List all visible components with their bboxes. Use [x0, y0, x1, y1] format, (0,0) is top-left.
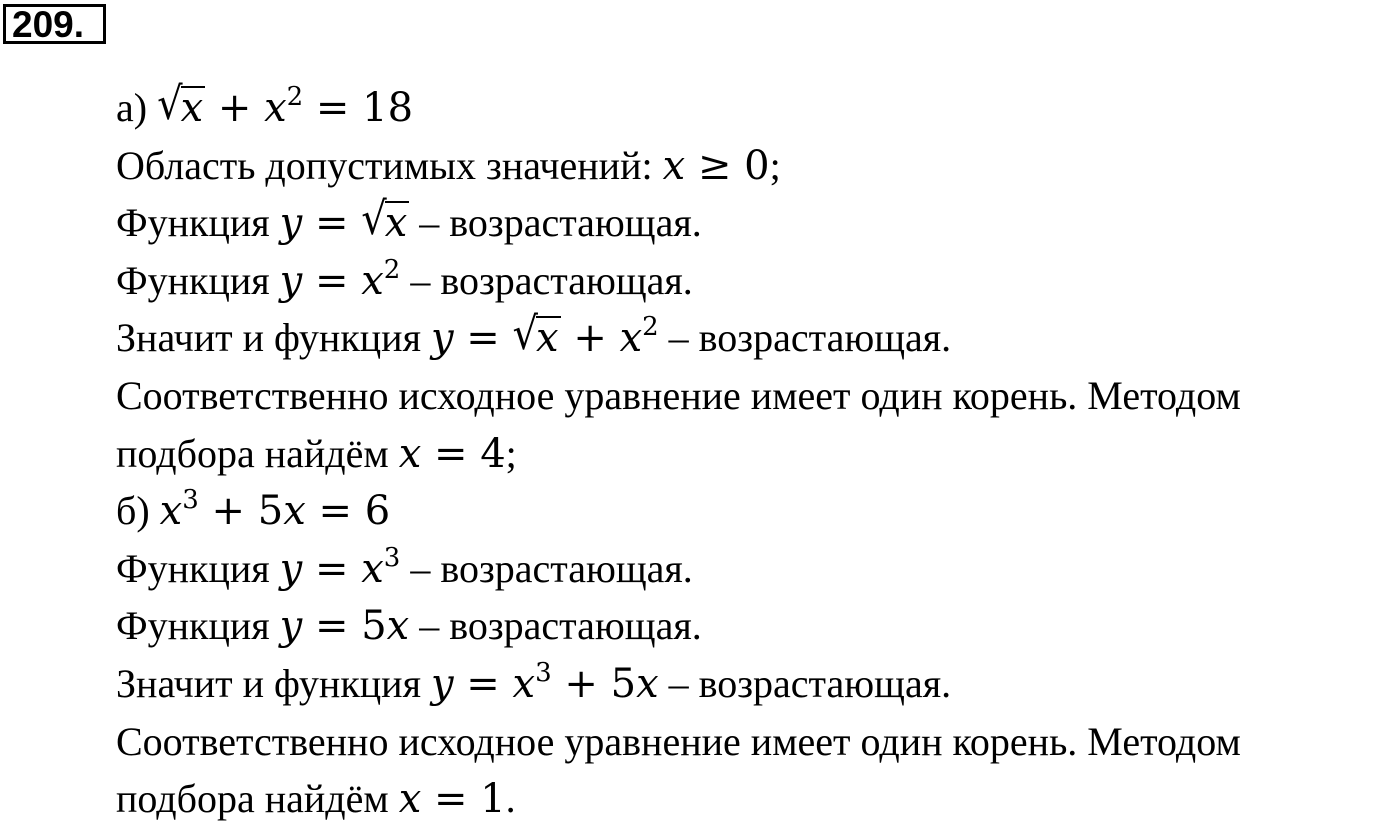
- radical-sign-icon: √: [361, 193, 387, 246]
- radical-sign-icon: √: [512, 309, 539, 361]
- math-operator: = 18: [303, 85, 414, 131]
- text-run: Функция: [116, 603, 280, 649]
- text-run: Значит и функция: [116, 660, 431, 706]
- solution-line-a-func-sum: [116, 309, 1400, 367]
- math-operator: =: [302, 200, 362, 247]
- math-variable: x: [619, 315, 643, 362]
- math-operator: +: [205, 85, 265, 131]
- math-variable: x: [398, 776, 422, 823]
- solution-line-a-conclusion-2: [116, 425, 1400, 483]
- radicand: x: [536, 315, 559, 362]
- text-run: Соответственно исходное уравнение имеет один корень. Методом: [116, 718, 1241, 764]
- problem-number-box: 209.: [3, 4, 106, 44]
- math-operator: = 6: [305, 488, 391, 535]
- math-variable: y: [279, 257, 303, 304]
- math-variable: x: [361, 545, 384, 592]
- text-run: – возрастающая.: [658, 315, 952, 361]
- exponent: 2: [286, 82, 304, 112]
- solution-line-b-func2: [116, 597, 1400, 655]
- math-variable: y: [430, 660, 454, 707]
- math-operator: +: [560, 315, 620, 362]
- math-operator: + 5: [551, 660, 637, 707]
- math-operator: + 5: [198, 488, 284, 535]
- math-variable: x: [361, 257, 384, 304]
- math-operator: =: [453, 315, 513, 362]
- math-operator: =: [302, 257, 362, 304]
- solution-line-a-header: [116, 79, 1400, 137]
- text-run: а): [116, 85, 158, 130]
- square-root-expression: [157, 80, 205, 138]
- text-run: .: [505, 776, 516, 822]
- text-run: – возрастающая.: [409, 200, 702, 246]
- text-run: Функция: [116, 257, 280, 303]
- solution-line-b-func1: [116, 540, 1400, 598]
- text-run: ;: [505, 430, 517, 476]
- text-run: ;: [769, 142, 781, 188]
- text-run: – возрастающая.: [658, 660, 952, 706]
- math-variable: x: [386, 603, 410, 650]
- radicand: x: [180, 85, 204, 131]
- exponent: 2: [642, 312, 659, 343]
- solution-line-b-conclusion-2: [116, 770, 1400, 828]
- math-operator: = 4: [421, 430, 506, 477]
- solution-text: [116, 79, 1400, 828]
- math-operator: =: [302, 545, 362, 592]
- math-variable: x: [512, 660, 536, 707]
- exponent: 2: [383, 254, 401, 285]
- math-operator: =: [453, 660, 513, 707]
- text-run: подбора найдём: [116, 776, 399, 822]
- math-operator: = 1: [421, 776, 506, 823]
- text-run: б): [116, 488, 160, 534]
- radical-sign-icon: √: [157, 78, 183, 131]
- math-variable: x: [398, 430, 422, 477]
- math-operator: ≥ 0: [685, 142, 770, 189]
- math-variable: x: [283, 488, 306, 535]
- math-variable: y: [279, 200, 303, 247]
- radicand: x: [384, 200, 408, 247]
- square-root-expression: [513, 310, 561, 368]
- text-run: Область допустимых значений:: [116, 142, 663, 188]
- math-variable: y: [430, 315, 454, 362]
- solution-line-a-func2: [116, 252, 1400, 310]
- solution-line-a-domain: [116, 137, 1400, 195]
- math-variable: x: [662, 142, 686, 189]
- solution-line-a-func1: [116, 194, 1400, 252]
- solution-line-b-func-sum: [116, 655, 1400, 713]
- text-run: подбора найдём: [116, 430, 399, 476]
- math-variable: x: [264, 85, 287, 131]
- square-root-expression: [361, 195, 409, 253]
- text-run: Значит и функция: [116, 315, 431, 361]
- math-variable: y: [279, 603, 303, 650]
- text-run: Функция: [116, 200, 280, 246]
- exponent: 3: [535, 657, 552, 688]
- solution-line-b-header: [116, 482, 1400, 540]
- math-variable: x: [636, 660, 659, 707]
- text-run: – возрастающая.: [409, 603, 702, 649]
- solution-line-a-conclusion-1: [116, 367, 1400, 425]
- solution-line-b-conclusion-1: [116, 713, 1400, 771]
- text-run: – возрастающая.: [400, 545, 693, 591]
- math-operator: = 5: [302, 603, 387, 650]
- exponent: 3: [383, 542, 401, 573]
- math-variable: x: [159, 488, 183, 535]
- text-run: Функция: [116, 545, 280, 591]
- text-run: Соответственно исходное уравнение имеет один корень. Методом: [116, 372, 1241, 418]
- text-run: – возрастающая.: [400, 257, 693, 303]
- math-variable: y: [279, 545, 303, 592]
- exponent: 3: [182, 485, 199, 516]
